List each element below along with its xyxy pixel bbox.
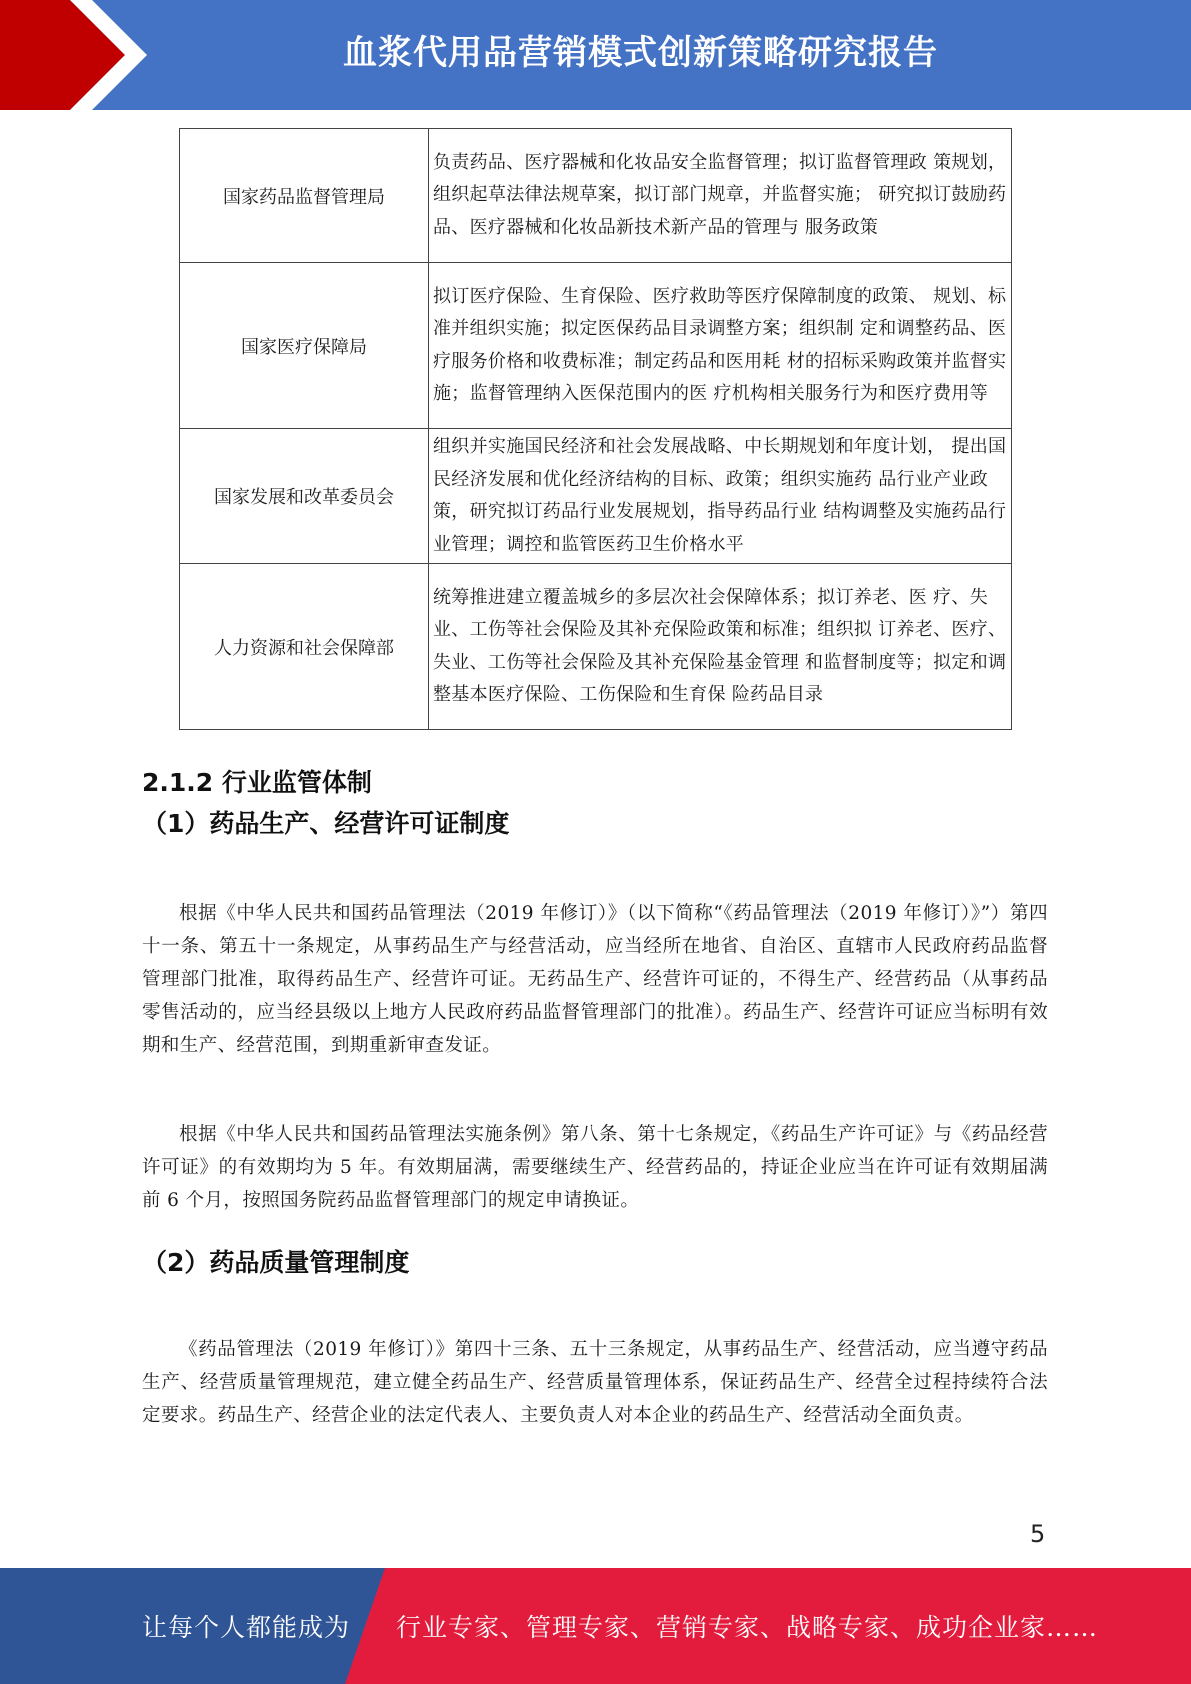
header-title: 血浆代用品营销模式创新策略研究报告 [343,33,938,73]
subsection-heading-license: （1）药品生产、经营许可证制度 [142,809,510,838]
table-cell-org: 国家医疗保障局 [180,263,429,429]
footer-slogan-left: 让每个人都能成为 [142,1613,351,1642]
regulator-table [179,128,1012,730]
paragraph-license-validity: 根据《中华人民共和国药品管理法实施条例》第八条、第十七条规定，《药品生产许可证》与《药品经营许可证》的有效期均为 5 年。有效期届满，需要继续生产、经营药品的，持证企业应当在许可证有效期届满前 6 个月，按照国务院药品监督管理部门的规定申请换证。 [142,1123,1048,1211]
paragraph-quality: 《药品管理法（2019 年修订）》第四十三条、五十三条规定，从事药品生产、经营活动，应当遵守药品生产、经营质量管理规范，建立健全药品生产、经营质量管理体系，保证药品生产、经营全过程持续符合法定要求。药品生产、经营企业的法定代表人、主要负责人对本企业的药品生产、经营活动全面负责。 [142,1338,1048,1426]
table-row [180,564,1012,730]
page-number: 5 [1030,1520,1046,1548]
table-cell-org: 国家发展和改革委员会 [180,429,429,564]
table-cell-duty: 组织并实施国民经济和社会发展战略、中长期规划和年度计划， 提出国民经济发展和优化经济结构的目标、政策；组织实施药 品行业产业政策，研究拟订药品行业发展规划，指导药品行业 结构调整及实施药品行业管理；调控和监管医药卫生价格水平 [429,429,1012,564]
subsection-heading-quality: （2）药品质量管理制度 [142,1248,410,1277]
table-row [180,129,1012,263]
section-heading: 2.1.2 行业监管体制 [142,768,372,797]
table-cell-duty: 负责药品、医疗器械和化妆品安全监督管理；拟订监督管理政 策规划，组织起草法律法规草案，拟订部门规章，并监督实施； 研究拟订鼓励药品、医疗器械和化妆品新技术新产品的管理与 服务政策 [429,129,1012,263]
table-cell-org: 国家药品监督管理局 [180,129,429,263]
table-cell-duty: 统筹推进建立覆盖城乡的多层次社会保障体系；拟订养老、医 疗、失业、工伤等社会保险及其补充保险政策和标准；组织拟 订养老、医疗、失业、工伤等社会保险及其补充保险基金管理 和监督制度等；拟定和调整基本医疗保险、工伤保险和生育保 险药品目录 [429,564,1012,730]
table-row [180,429,1012,564]
footer-slogan-right: 行业专家、管理专家、营销专家、战略专家、成功企业家…… [396,1613,1099,1642]
page-header [0,0,1191,110]
paragraph-license-law: 根据《中华人民共和国药品管理法（2019 年修订）》（以下简称“《药品管理法（2019 年修订）》”）第四十一条、第五十一条规定，从事药品生产与经营活动，应当经所在地省、自治区、直辖市人民政府药品监督管理部门批准，取得药品生产、经营许可证。无药品生产、经营许可证的，不得生产、经营药品（从事药品零售活动的，应当经县级以上地方人民政府药品监督管理部门的批准）。药品生产、经营许可证应当标明有效期和生产、经营范围，到期重新审查发证。 [142,902,1048,1056]
page-footer [0,1568,1191,1684]
header-arrow-decoration [0,0,160,110]
table-cell-org: 人力资源和社会保障部 [180,564,429,730]
table-cell-duty: 拟订医疗保险、生育保险、医疗救助等医疗保障制度的政策、 规划、标准并组织实施；拟定医保药品目录调整方案；组织制 定和调整药品、医疗服务价格和收费标准；制定药品和医用耗 材的招标采购政策并监督实施；监督管理纳入医保范围内的医 疗机构相关服务行为和医疗费用等 [429,263,1012,429]
table-row [180,263,1012,429]
